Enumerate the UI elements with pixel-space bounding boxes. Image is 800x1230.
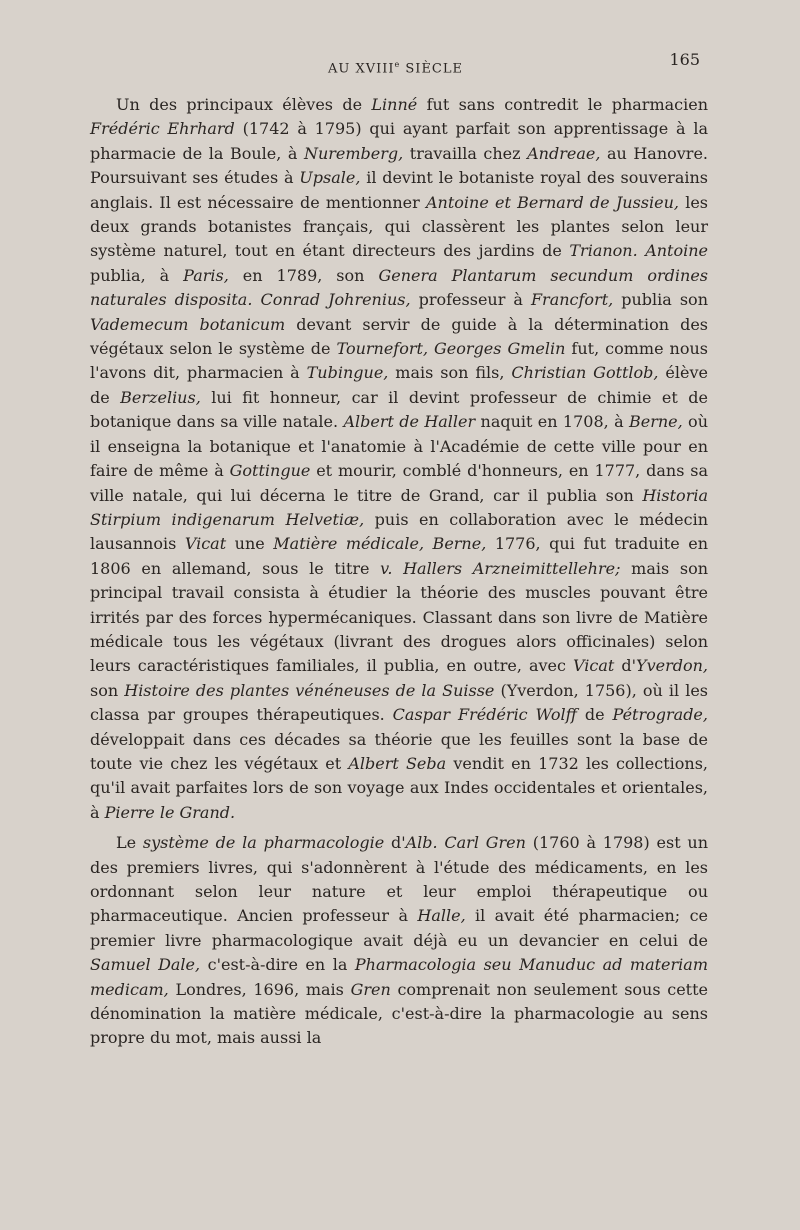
italic-run: Tubingue, (306, 363, 389, 383)
italic-run: Caspar Frédéric Wolff (392, 705, 577, 725)
text-run: élève de (90, 363, 708, 407)
text-run: fut, comme nous l'avons dit, pharmacien à (90, 339, 708, 383)
italic-run: Vicat (184, 534, 227, 554)
text-run: et mourir, comblé d'honneurs, en 1777, dans sa ville natale, qui lui décerna le titre de Grand, car il publia son (90, 461, 708, 505)
italic-run: Genera Plantarum secundum ordines naturales disposita. (90, 265, 708, 310)
text-run: développait dans ces décades sa théorie que les feuilles sont la base de toute vie chez les végétaux et (90, 729, 708, 773)
italic-run: Christian Gottlob, (511, 363, 659, 383)
italic-run: Samuel Dale, (90, 955, 201, 975)
text-run: professeur à (410, 290, 531, 310)
italic-run: Gren (350, 979, 391, 999)
text-run: fut sans contredit le pharmacien (417, 95, 709, 114)
italic-run: v. Hallers Arzneimittellehre; (380, 558, 621, 578)
text-run: au Hanovre. Poursuivant ses études à (90, 143, 708, 188)
italic-run: Yverdon, (636, 656, 708, 676)
italic-run: Berzelius, (120, 387, 201, 407)
text-run: il devint le botaniste royal des souverains anglais. Il est nécessaire de mentionner (90, 168, 708, 212)
body-text (90, 93, 708, 1051)
italic-run: Albert de Haller (343, 412, 476, 432)
text-run: c'est-à-dire en la (200, 955, 355, 975)
italic-run: Halle, (417, 906, 466, 926)
italic-run: Pharmacologia seu Manuduc ad materiam medicam, (90, 955, 709, 999)
italic-run: Trianon. Antoine (569, 241, 708, 261)
text-run: vendit en 1732 les collections, qu'il avait parfaites lors de son voyage aux Indes occidentales et orientales, à (90, 753, 709, 822)
text-run: Le (116, 833, 143, 853)
italic-run: Andreae, (527, 143, 601, 163)
text-run: 1776, qui fut traduite en 1806 en allemand, sous le titre (90, 534, 709, 578)
text-run: devant servir de guide à la détermination des végétaux selon le système de (90, 314, 709, 359)
text-run: mais son principal travail consista à étudier la théorie des muscles pouvant être irrités par des forces hypermécaniques. Classant dans son livre de Matière médicale tous les végétaux (livrant des drogues alors officinales) selon leurs caractéristiques familiales, il publia, en outre, avec (90, 558, 709, 676)
text-run: naquit en 1708, à (475, 412, 629, 432)
italic-run: Alb. Carl Gren (405, 833, 526, 853)
text-run: d' (614, 656, 637, 676)
italic-run: Histoire des plantes vénéneuses de la Suisse (124, 680, 495, 700)
text-run: où il enseigna la botanique et l'anatomie à l'Académie de cette ville pour en faire de même à (90, 412, 708, 481)
text-run: comprenait non seulement sous cette dénomination la matière médicale, c'est-à-dire la pharmacologie au sens propre du mot, mais aussi la (90, 979, 709, 1048)
text-run: (Yverdon, 1756), où il les classa par groupes thérapeutiques. (90, 680, 709, 725)
text-run: mais son fils, (388, 363, 512, 383)
text-run: les deux grands botanistes français, qui classèrent les plantes selon leur système naturel, tout en étant directeurs des jardins de (90, 192, 708, 261)
page-number: 165 (669, 50, 700, 69)
text-run: publia, à (90, 265, 184, 285)
italic-run: Tournefort, Georges Gmelin (336, 339, 566, 359)
text-run: Un des principaux élèves de (116, 95, 372, 114)
italic-run: Francfort, (530, 290, 614, 310)
italic-run: Pierre le Grand. (104, 802, 236, 822)
text-run: (1742 à 1795) qui ayant parfait son apprentissage à la pharmacie de la Boule, à (90, 119, 709, 163)
italic-run: Vicat (573, 656, 615, 676)
italic-run: Conrad Johrenius, (260, 290, 411, 310)
text-run: publia son (613, 290, 708, 310)
italic-run: Paris, (183, 265, 229, 285)
running-head: AU XVIIIe SIÈCLE (328, 60, 463, 77)
paragraph (90, 831, 708, 1051)
text-run: une (226, 534, 274, 554)
text-run: travailla chez (403, 143, 528, 163)
text-run: de (577, 705, 613, 725)
text-run: son (90, 680, 125, 700)
italic-run: Upsale, (299, 168, 361, 188)
text-run: (1760 à 1798) est un des premiers livres, qui s'adonnèrent à l'étude des médicaments, en les ordonnant selon leur nature et leur emploi thérapeutique ou pharmaceutique. Ancien professeur à (90, 833, 709, 926)
italic-run: Vademecum botanicum (90, 314, 286, 334)
text-run: lui fit honneur, car il devint professeur de chimie et de botanique dans sa ville natale. (90, 387, 708, 432)
italic-run: Gottingue (229, 461, 311, 481)
italic-run: Linné (371, 95, 418, 114)
text-run: il avait été pharmacien; ce premier livre pharmacologique avait déjà eu un devancier en celui de (90, 906, 708, 950)
italic-run: Frédéric Ehrhard (90, 119, 235, 139)
italic-run: Nuremberg, (303, 143, 404, 163)
text-run: Londres, 1696, mais (168, 979, 351, 999)
paragraph (90, 93, 708, 825)
italic-run: Berne, (628, 412, 683, 432)
italic-run: système de la pharmacologie (142, 833, 385, 853)
italic-run: Antoine et Bernard de Jussieu, (425, 192, 679, 212)
italic-run: Albert Seba (348, 753, 447, 773)
text-run: d' (384, 833, 406, 853)
text-run: puis en collaboration avec le médecin lausannois (90, 509, 708, 554)
italic-run: Matière médicale, Berne, (273, 534, 487, 554)
page-header (88, 50, 710, 82)
italic-run: Historia Stirpium indigenarum Helvetiæ, (90, 485, 708, 529)
text-run: en 1789, son (228, 265, 379, 285)
italic-run: Pétrograde, (612, 705, 708, 725)
